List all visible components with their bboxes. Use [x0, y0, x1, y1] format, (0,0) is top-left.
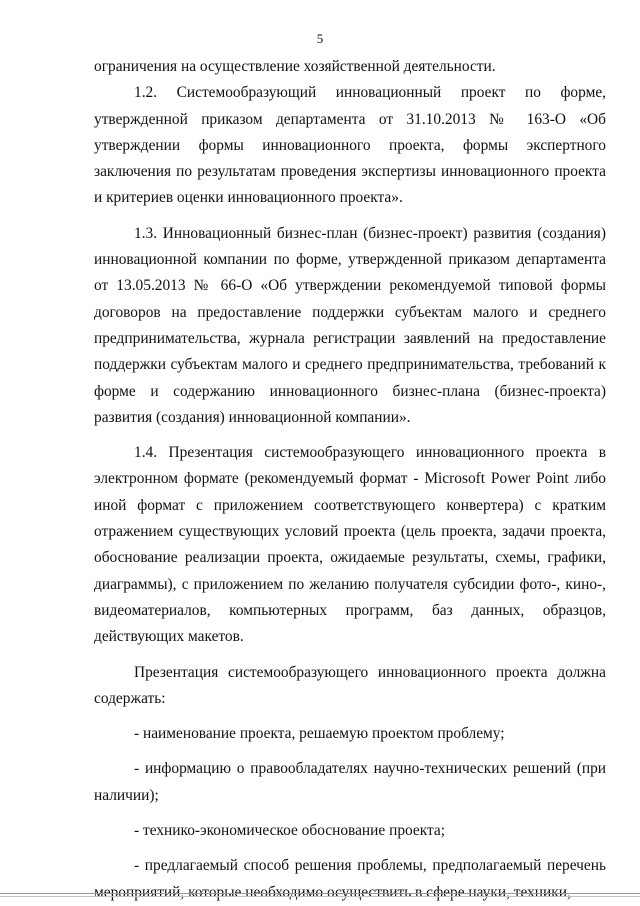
paragraph-1-2: 1.2. Системообразующий инновационный проект по форме, утвержденной приказом департамента от 31.10.2013 № 163-О «Об утверждении формы инновационного проекта, формы экспертного заключения по результатам проведения экспертизы инновационного проекта и критериев оценки инновационного проекта».	[94, 84, 606, 207]
list-item-rights-holders: - информацию о правообладателях научно-технических решений (при наличии);	[94, 760, 606, 804]
paragraph-1-3: 1.3. Инновационный бизнес-план (бизнес-проект) развития (создания) инновационной компании по форме, утвержденной приказом департамента от 13.05.2013 № 66-О «Об утверждении рекомендуемой типовой формы договоров на предоставление поддержки субъектам малого и среднего предпринимательства, журнала регистрации заявлений на предоставление поддержки субъектам малого и среднего предпринимательства, требований к форме и содержанию инновационного бизнес-плана (бизнес-проекта) развития (создания) инновационной компании».	[94, 224, 606, 426]
paragraph-continuation: ограничения на осуществление хозяйственной деятельности.	[94, 58, 496, 75]
paragraph-1-4: 1.4. Презентация системообразующего инновационного проекта в электронном формате (рекомендуемый формат - Microsoft Power Point либо иной формат с приложением соответствующего конвертера) с кратким отражением существующих условий проекта (цель проекта, задачи проекта, обоснование реализации проекта, ожидаемые результаты, схемы, графики, диаграммы), с приложением по желанию получателя субсидии фото-, кино-, видеоматериалов, компьютерных программ, баз данных, образцов, действующих макетов.	[94, 444, 606, 646]
list-item-project-name: - наименование проекта, решаемую проектом проблему;	[134, 725, 505, 743]
list-item-feasibility: - технико-экономическое обоснование проекта;	[134, 822, 446, 840]
paragraph-presentation-intro: Презентация системообразующего инновационного проекта должна содержать:	[94, 663, 606, 707]
footer-divider-secondary	[0, 896, 640, 897]
page-number: 5	[316, 31, 324, 46]
footer-divider	[0, 893, 640, 894]
list-item-solution-method: - предлагаемый способ решения проблемы, предполагаемый перечень мероприятий, которые необходимо осуществить в сфере науки, техники,	[94, 857, 606, 901]
document-body	[94, 54, 606, 906]
